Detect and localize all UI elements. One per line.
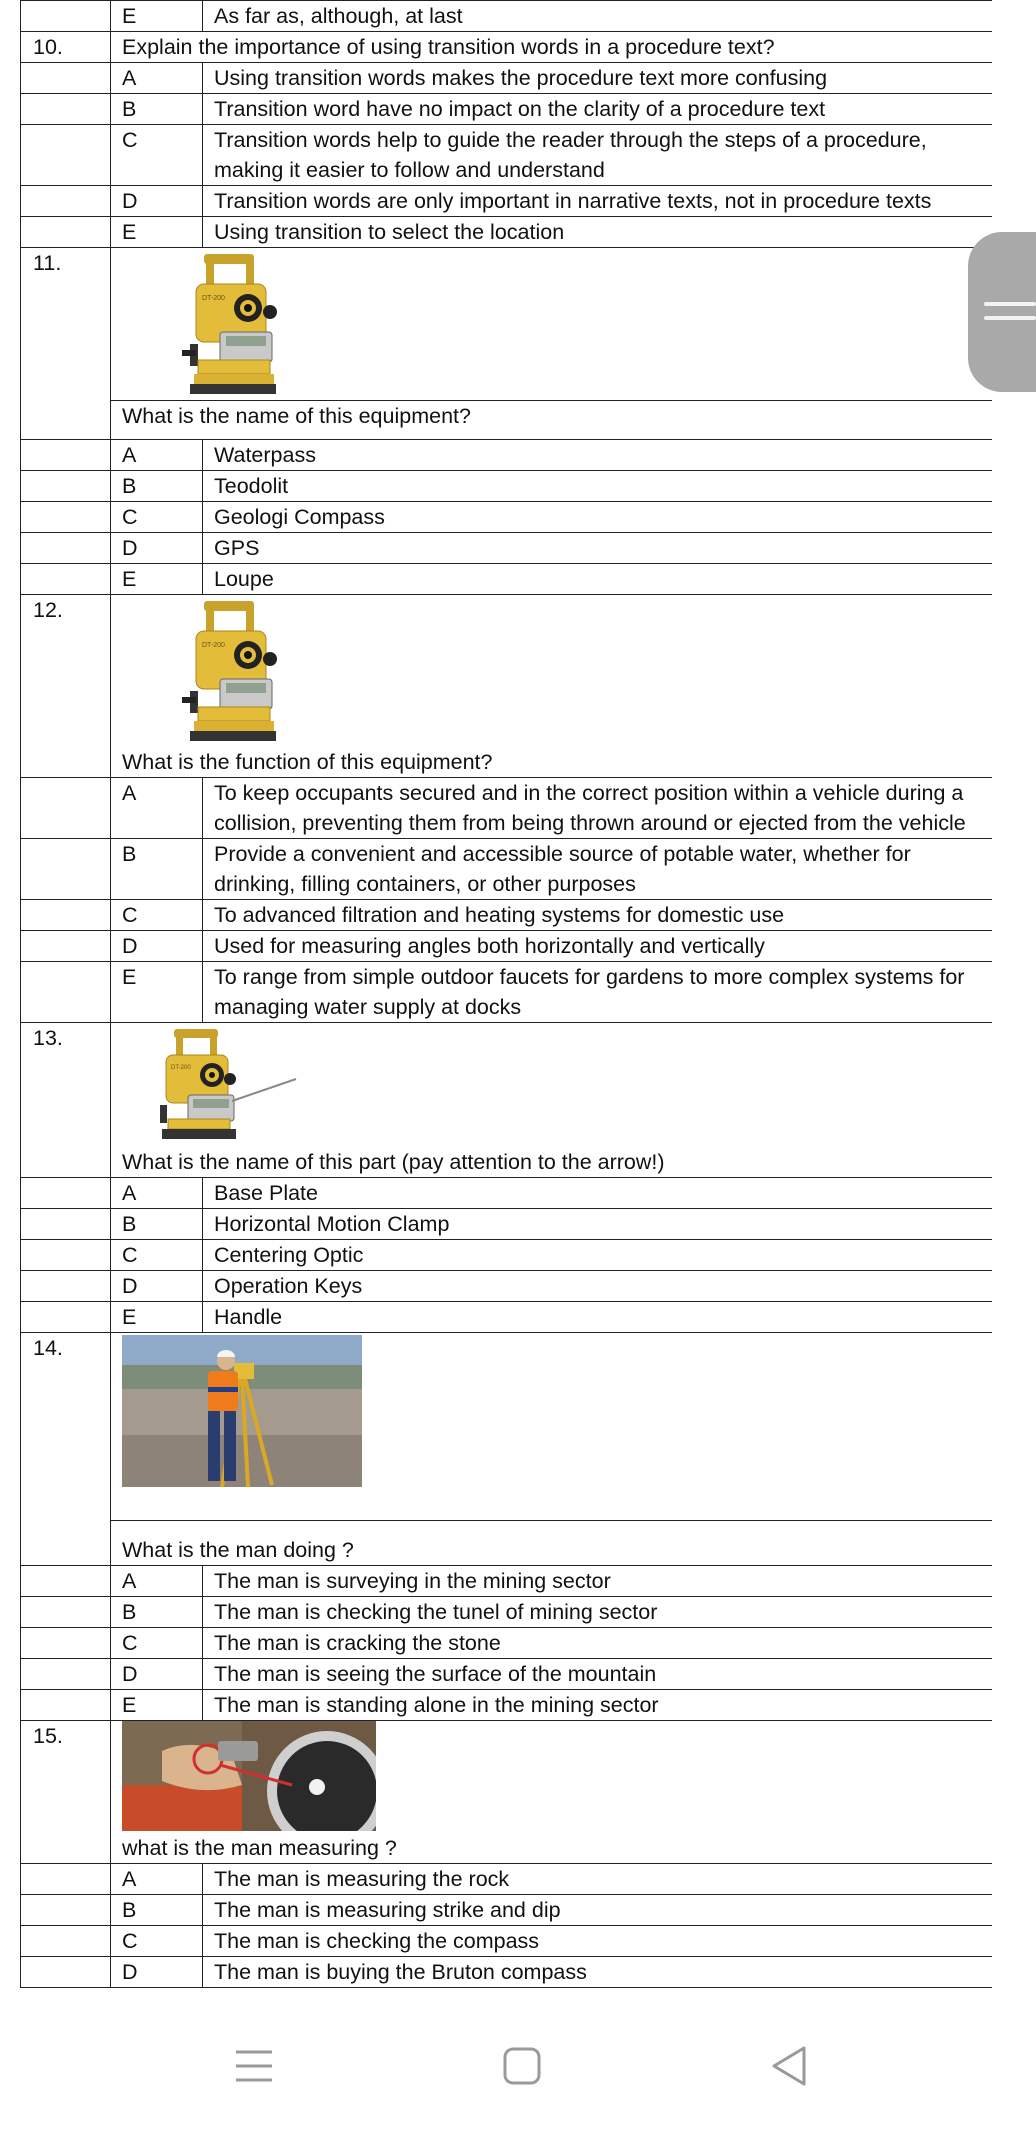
- option-letter: A: [111, 440, 203, 471]
- theodolite-illustration: [176, 252, 286, 396]
- option-text: To advanced filtration and heating systems for domestic use: [203, 900, 993, 931]
- option-letter: A: [111, 63, 203, 94]
- option-text: The man is cracking the stone: [203, 1628, 993, 1659]
- option-letter: A: [111, 1178, 203, 1209]
- option-letter: B: [111, 839, 203, 900]
- option-text: Geologi Compass: [203, 502, 993, 533]
- option-letter: E: [111, 1690, 203, 1721]
- option-letter: D: [111, 1957, 203, 1988]
- option-letter: C: [111, 1240, 203, 1271]
- grip-line-icon: [984, 302, 1036, 306]
- question-text: Explain the importance of using transition words in a procedure text?: [111, 32, 993, 63]
- question-text: What is the function of this equipment?: [122, 750, 493, 774]
- option-letter: D: [111, 533, 203, 564]
- option-row: [21, 533, 993, 564]
- option-text: Waterpass: [203, 440, 993, 471]
- question-row: [21, 1023, 993, 1178]
- option-letter: E: [111, 962, 203, 1023]
- option-row: [21, 839, 993, 900]
- question-number: 13.: [21, 1023, 111, 1178]
- option-text: Using transition to select the location: [203, 217, 993, 248]
- theodolite-label: DT-200: [202, 642, 225, 649]
- option-row: [21, 931, 993, 962]
- theodolite-illustration: [176, 599, 286, 743]
- option-row: [21, 778, 993, 839]
- question-text: What is the name of this part (pay attention to the arrow!): [122, 1150, 665, 1174]
- option-text: Operation Keys: [203, 1271, 993, 1302]
- back-triangle-icon: [760, 2040, 820, 2092]
- option-text: The man is seeing the surface of the mountain: [203, 1659, 993, 1690]
- home-button[interactable]: [492, 2040, 552, 2092]
- question-text: what is the man measuring ?: [122, 1836, 397, 1860]
- option-text: To keep occupants secured and in the correct position within a vehicle during a collision, preventing them from being thrown around or ejected from the vehicle: [203, 778, 993, 839]
- system-navigation-bar: [0, 2000, 1036, 2132]
- option-letter: E: [111, 1302, 203, 1333]
- surveyor-illustration: [122, 1335, 362, 1487]
- option-row: [21, 1659, 993, 1690]
- option-text: The man is checking the tunel of mining sector: [203, 1597, 993, 1628]
- option-letter: B: [111, 94, 203, 125]
- option-text: The man is checking the compass: [203, 1926, 993, 1957]
- question-row: [21, 595, 993, 778]
- theodolite-arrow-image: [122, 1023, 992, 1147]
- option-text: The man is buying the Bruton compass: [203, 1957, 993, 1988]
- option-text: Used for measuring angles both horizontally and vertically: [203, 931, 993, 962]
- question-number: 14.: [21, 1333, 111, 1521]
- option-letter: E: [111, 1, 203, 32]
- theodolite-image: [122, 248, 992, 400]
- option-row: [21, 1895, 993, 1926]
- option-letter: C: [111, 1628, 203, 1659]
- question-row: [21, 401, 993, 440]
- option-text: The man is measuring strike and dip: [203, 1895, 993, 1926]
- option-row: [21, 1926, 993, 1957]
- option-row: [21, 1864, 993, 1895]
- option-row: [21, 1, 993, 32]
- question-number: 15.: [21, 1721, 111, 1864]
- question-number: 10.: [21, 32, 111, 63]
- option-row: [21, 962, 993, 1023]
- option-letter: B: [111, 1597, 203, 1628]
- home-square-icon: [492, 2040, 552, 2092]
- option-row: [21, 1178, 993, 1209]
- compass-photo: [122, 1721, 992, 1833]
- option-row: [21, 1302, 993, 1333]
- option-text: To range from simple outdoor faucets for gardens to more complex systems for managing water supply at docks: [203, 962, 993, 1023]
- grip-line-icon: [984, 316, 1036, 320]
- theodolite-image: [122, 595, 992, 747]
- question-number: 12.: [21, 595, 111, 778]
- option-letter: A: [111, 1864, 203, 1895]
- option-text: Horizontal Motion Clamp: [203, 1209, 993, 1240]
- option-text: Centering Optic: [203, 1240, 993, 1271]
- option-row: [21, 440, 993, 471]
- option-text: Teodolit: [203, 471, 993, 502]
- option-letter: E: [111, 564, 203, 595]
- option-text: Loupe: [203, 564, 993, 595]
- question-number: 11.: [21, 248, 111, 401]
- quiz-table: [20, 0, 992, 1988]
- option-letter: C: [111, 125, 203, 186]
- option-letter: D: [111, 931, 203, 962]
- question-row: [21, 1721, 993, 1864]
- question-text: What is the name of this equipment?: [111, 401, 993, 440]
- option-text: Using transition words makes the procedure text more confusing: [203, 63, 993, 94]
- option-row: [21, 1597, 993, 1628]
- option-row: [21, 186, 993, 217]
- option-letter: A: [111, 778, 203, 839]
- option-row: [21, 1957, 993, 1988]
- option-letter: B: [111, 471, 203, 502]
- option-letter: B: [111, 1209, 203, 1240]
- compass-illustration: [122, 1721, 376, 1831]
- option-row: [21, 502, 993, 533]
- option-letter: C: [111, 900, 203, 931]
- surveyor-photo: [122, 1333, 992, 1520]
- option-text: Base Plate: [203, 1178, 993, 1209]
- option-text: As far as, although, at last: [203, 1, 993, 32]
- option-row: [21, 1271, 993, 1302]
- option-row: [21, 1566, 993, 1597]
- option-text: Provide a convenient and accessible source of potable water, whether for drinking, filling containers, or other purposes: [203, 839, 993, 900]
- recent-apps-button[interactable]: [224, 2040, 284, 2092]
- option-row: [21, 1628, 993, 1659]
- theodolite-label: DT-200: [171, 1065, 191, 1071]
- theodolite-label: DT-200: [202, 295, 225, 302]
- option-row: [21, 63, 993, 94]
- option-row: [21, 217, 993, 248]
- question-text: What is the man doing ?: [111, 1521, 993, 1566]
- option-text: The man is standing alone in the mining sector: [203, 1690, 993, 1721]
- option-row: [21, 1209, 993, 1240]
- option-letter: D: [111, 1271, 203, 1302]
- option-row: [21, 1690, 993, 1721]
- option-letter: E: [111, 217, 203, 248]
- option-text: The man is surveying in the mining sector: [203, 1566, 993, 1597]
- option-row: [21, 1240, 993, 1271]
- option-letter: D: [111, 186, 203, 217]
- option-text: Transition word have no impact on the clarity of a procedure text: [203, 94, 993, 125]
- option-row: [21, 564, 993, 595]
- question-row: [21, 1333, 993, 1521]
- back-button[interactable]: [760, 2040, 820, 2092]
- option-text: The man is measuring the rock: [203, 1864, 993, 1895]
- option-row: [21, 125, 993, 186]
- option-letter: A: [111, 1566, 203, 1597]
- question-row: [21, 32, 993, 63]
- option-letter: C: [111, 502, 203, 533]
- option-row: [21, 900, 993, 931]
- menu-icon: [224, 2040, 284, 2092]
- quiz-document: [20, 0, 992, 2000]
- theodolite-with-arrow-illustration: [146, 1027, 346, 1143]
- option-text: Transition words help to guide the reader through the steps of a procedure, making it easier to follow and understand: [203, 125, 993, 186]
- option-text: GPS: [203, 533, 993, 564]
- option-row: [21, 471, 993, 502]
- option-text: Transition words are only important in narrative texts, not in procedure texts: [203, 186, 993, 217]
- option-row: [21, 94, 993, 125]
- option-letter: D: [111, 1659, 203, 1690]
- option-letter: B: [111, 1895, 203, 1926]
- option-letter: C: [111, 1926, 203, 1957]
- option-text: Handle: [203, 1302, 993, 1333]
- question-row: [21, 248, 993, 401]
- question-row: [21, 1521, 993, 1566]
- scroll-handle[interactable]: [968, 232, 1036, 392]
